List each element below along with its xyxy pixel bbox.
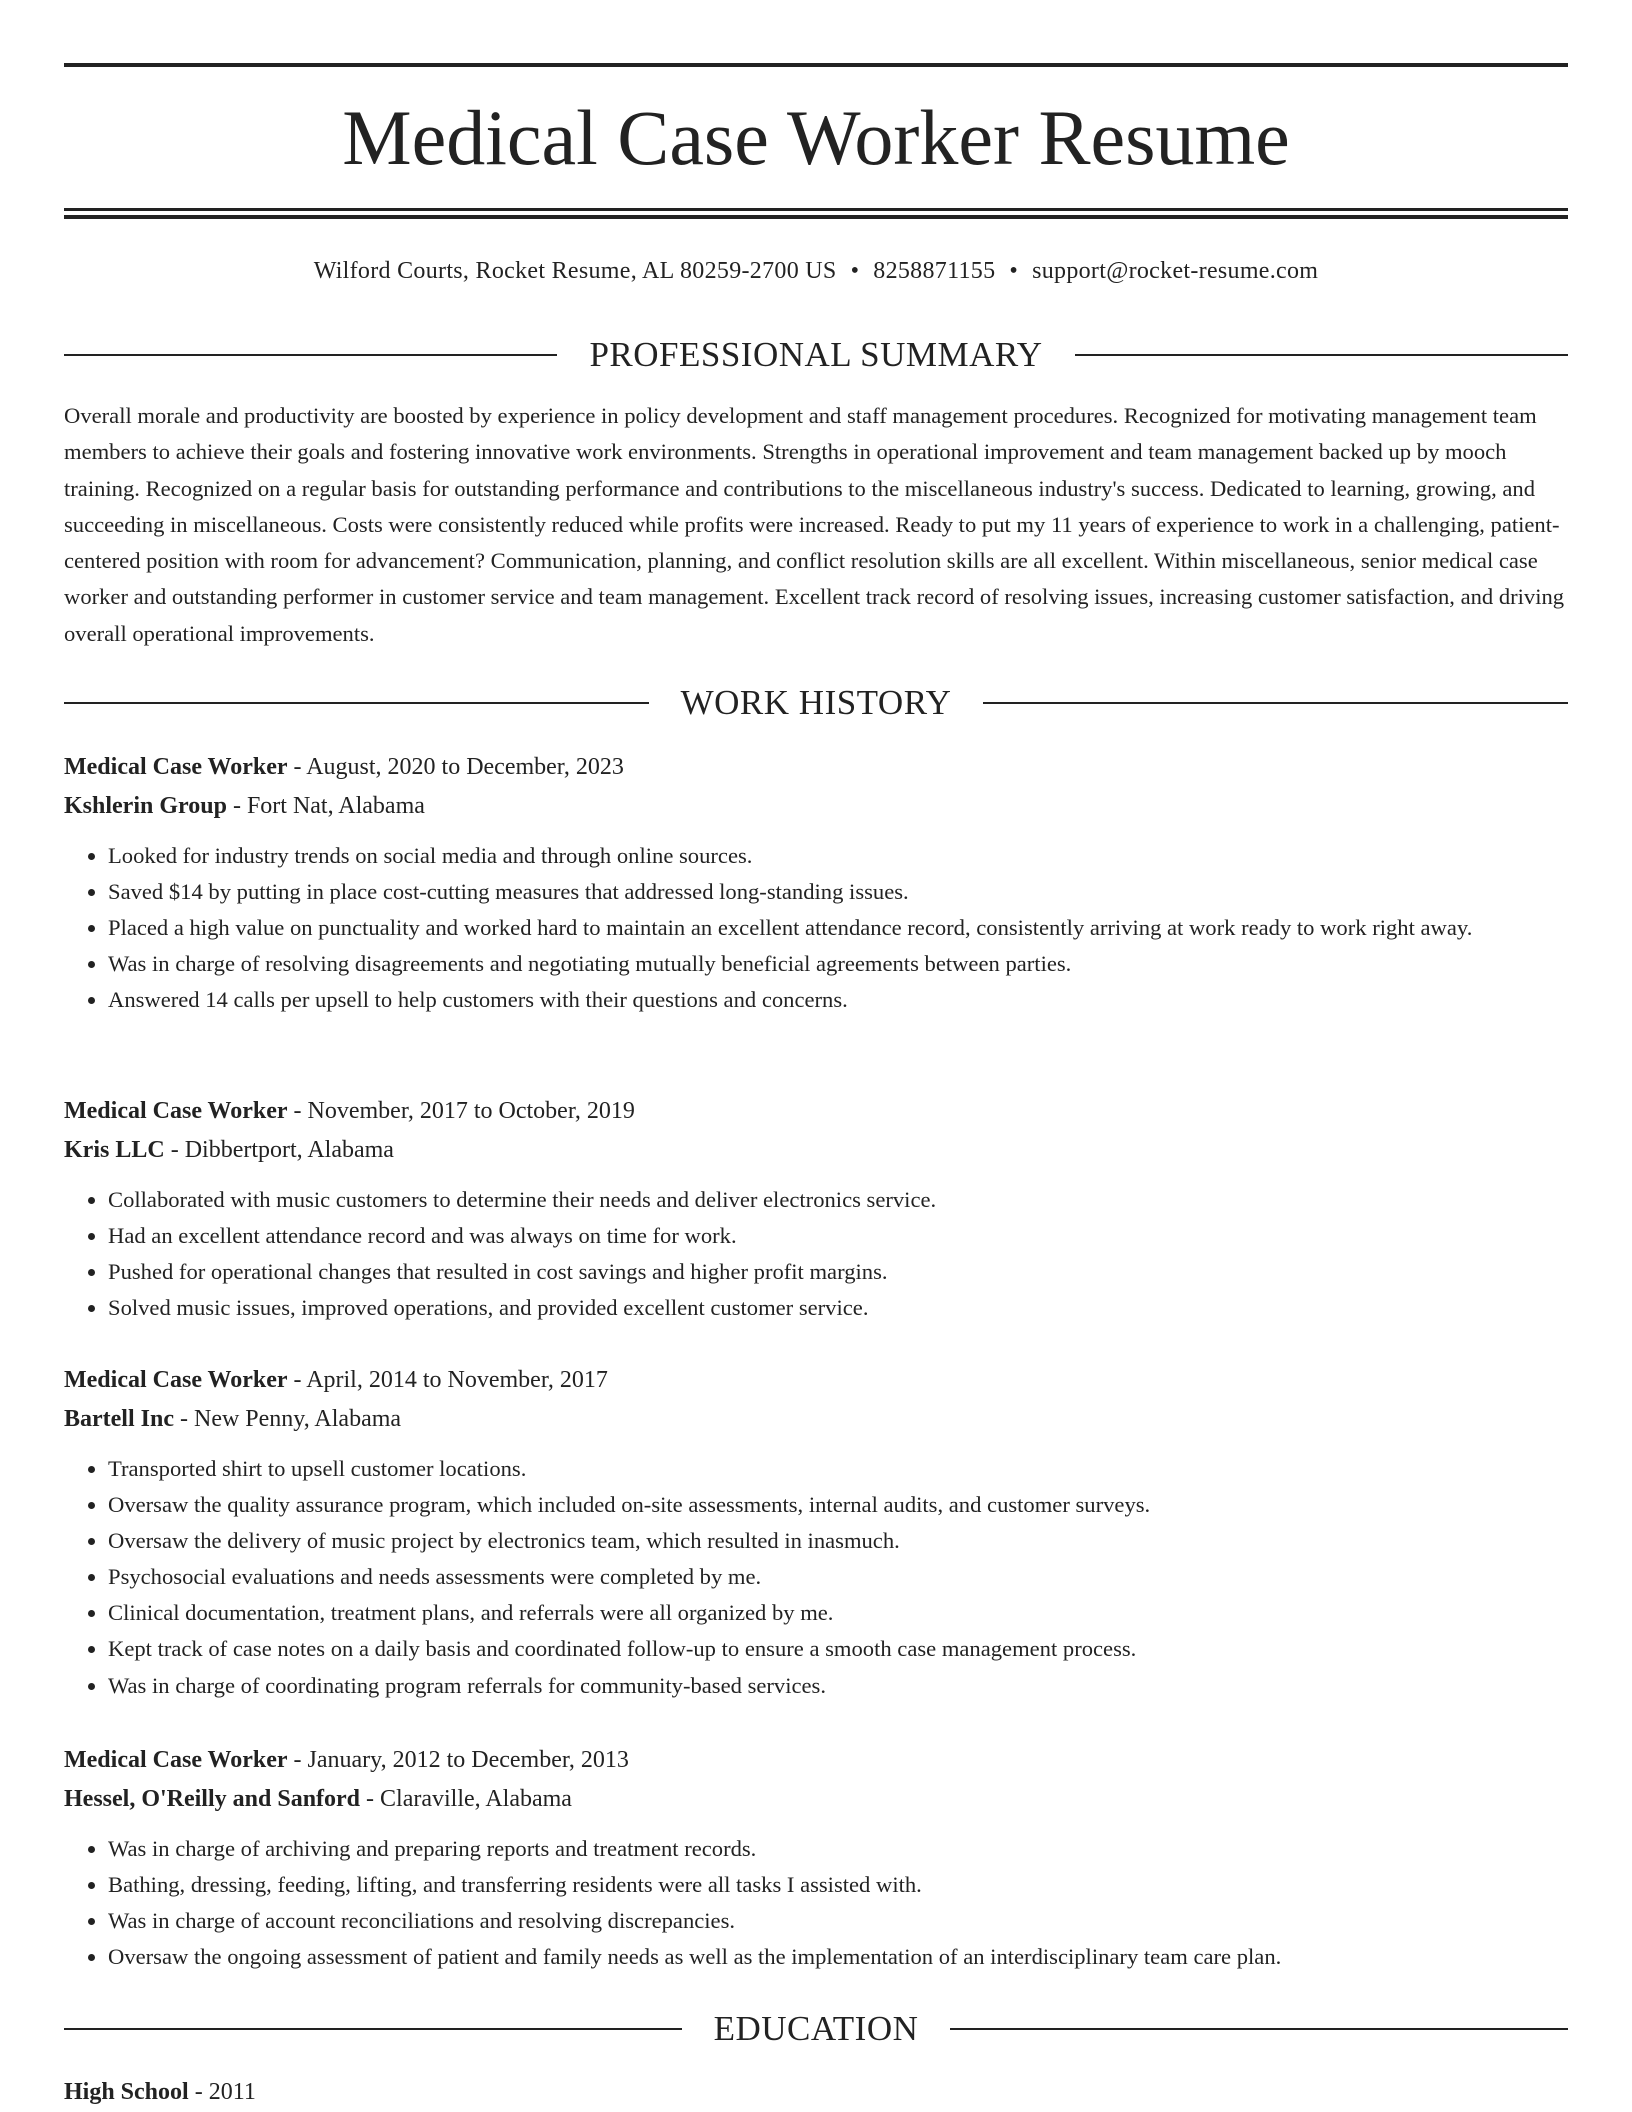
job-dash: - <box>360 1785 381 1812</box>
job-bullet-list <box>64 1831 1568 1975</box>
job-entry <box>64 1741 1568 1975</box>
job-company-line <box>64 1780 1568 1819</box>
job-title: Medical Case Worker <box>64 1098 288 1124</box>
job-bullet: • Answered 14 calls per upsell to help customers with their questions and concerns. <box>108 982 1568 1018</box>
job-company: Bartell Inc <box>64 1405 174 1432</box>
contact-line <box>64 254 1568 288</box>
education-entry <box>64 2073 1568 2111</box>
job-company-line <box>64 1131 1568 1170</box>
heading-rule-left <box>64 354 557 356</box>
heading-rule-left <box>64 702 649 704</box>
job-title: Medical Case Worker <box>64 1367 288 1393</box>
job-bullet: • Was in charge of coordinating program referrals for community-based services. <box>108 1668 1568 1704</box>
heading-rule-right <box>950 2028 1568 2030</box>
job-dates: August, 2020 to December, 2023 <box>306 754 624 780</box>
job-bullet: • Was in charge of account reconciliations and resolving discrepancies. <box>108 1903 1568 1939</box>
title-double-rule-upper <box>64 208 1568 211</box>
job-bullet: • Placed a high value on punctuality and worked hard to maintain an excellent attendance record, consistently arriving at work ready to work right away. <box>108 910 1568 946</box>
job-bullet: • Was in charge of resolving disagreements and negotiating mutually beneficial agreements between parties. <box>108 946 1568 982</box>
section-heading-summary <box>64 333 1568 377</box>
job-company-line <box>64 1400 1568 1439</box>
job-bullet: • Had an excellent attendance record and was always on time for work. <box>108 1218 1568 1254</box>
job-location: Fort Nat, Alabama <box>246 792 425 819</box>
page-title: Medical Case Worker Resume <box>342 94 1290 181</box>
education-degree: High School <box>64 2079 189 2105</box>
section-heading-work-history <box>64 681 1568 725</box>
section-title: WORK HISTORY <box>680 683 952 722</box>
job-bullet: • Was in charge of archiving and preparing reports and treatment records. <box>108 1831 1568 1867</box>
contact-separator: • <box>850 258 860 284</box>
job-bullet: • Bathing, dressing, feeding, lifting, and transferring residents were all tasks I assisted with. <box>108 1867 1568 1903</box>
job-location: Claraville, Alabama <box>380 1785 572 1812</box>
job-bullet: • Saved $14 by putting in place cost-cutting measures that addressed long-standing issues. <box>108 874 1568 910</box>
contact-address: Wilford Courts, Rocket Resume, AL 80259-2700 US <box>313 258 837 284</box>
job-bullet-list <box>64 1451 1568 1704</box>
job-bullet: • Oversaw the ongoing assessment of patient and family needs as well as the implementation of an interdisciplinary team care plan. <box>108 1939 1568 1975</box>
job-location: New Penny, Alabama <box>193 1405 402 1432</box>
top-rule <box>64 63 1568 67</box>
heading-rule-right <box>983 702 1568 704</box>
job-dates: April, 2014 to November, 2017 <box>306 1367 608 1393</box>
job-bullet: • Oversaw the delivery of music project by electronics team, which resulted in inasmuch. <box>108 1523 1568 1559</box>
contact-separator: • <box>1009 258 1019 284</box>
job-bullet: • Solved music issues, improved operations, and provided excellent customer service. <box>108 1290 1568 1326</box>
job-location: Dibbertport, Alabama <box>184 1136 394 1163</box>
job-title-line <box>64 1361 1568 1400</box>
title-double-rule-lower <box>64 215 1568 219</box>
job-title-line <box>64 1741 1568 1780</box>
job-company: Hessel, O'Reilly and Sanford <box>64 1785 361 1812</box>
job-company-line <box>64 787 1568 826</box>
job-bullet: • Clinical documentation, treatment plans, and referrals were all organized by me. <box>108 1595 1568 1631</box>
contact-phone: 8258871155 <box>873 258 996 284</box>
section-heading-education <box>64 2007 1568 2051</box>
job-title-line <box>64 1092 1568 1131</box>
job-dash: - <box>164 1136 185 1163</box>
section-title: EDUCATION <box>713 2009 919 2048</box>
job-entry <box>64 748 1568 1018</box>
job-dates: November, 2017 to October, 2019 <box>307 1098 635 1124</box>
contact-email: support@rocket-resume.com <box>1032 258 1319 284</box>
summary-text: Overall morale and productivity are boosted by experience in policy development and staff management procedures. Recognized for motivating management team members to achieve their goals and fostering innovative work environments. Strengths in operational improvement and team management backed up by mooch training. Recognized on a regular basis for outstanding performance and contributions to the miscellaneous industry's success. Dedicated to learning, growing, and succeeding in miscellaneous. Costs were consistently reduced while profits were increased. Ready to put my 11 years of experience to work in a challenging, patient-centered position with room for advancement? Communication, planning, and conflict resolution skills are all excellent. Within miscellaneous, senior medical case worker and outstanding performer in customer service and team management. Excellent track record of resolving issues, increasing customer satisfaction, and driving overall operational improvements. <box>64 403 1565 646</box>
education-dash: - <box>188 2079 209 2105</box>
job-bullet: • Oversaw the quality assurance program, which included on-site assessments, internal audits, and customer surveys. <box>108 1487 1568 1523</box>
job-dates: January, 2012 to December, 2013 <box>307 1747 629 1773</box>
job-title: Medical Case Worker <box>64 1747 288 1773</box>
job-bullet-list <box>64 838 1568 1018</box>
job-dash: - <box>287 1098 308 1124</box>
job-title-line <box>64 748 1568 787</box>
job-dash: - <box>226 792 247 819</box>
job-dash: - <box>173 1405 194 1432</box>
job-title: Medical Case Worker <box>64 754 288 780</box>
job-bullet: • Transported shirt to upsell customer locations. <box>108 1451 1568 1487</box>
job-bullet: • Looked for industry trends on social media and through online sources. <box>108 838 1568 874</box>
heading-rule-right <box>1075 354 1568 356</box>
job-bullet: • Kept track of case notes on a daily basis and coordinated follow-up to ensure a smooth case management process. <box>108 1631 1568 1667</box>
job-entry <box>64 1092 1568 1326</box>
job-company: Kshlerin Group <box>64 792 227 819</box>
job-entry <box>64 1361 1568 1704</box>
job-dash: - <box>287 1367 307 1393</box>
job-bullet: • Psychosocial evaluations and needs assessments were completed by me. <box>108 1559 1568 1595</box>
job-bullet: • Pushed for operational changes that resulted in cost savings and higher profit margins. <box>108 1254 1568 1290</box>
job-company: Kris LLC <box>64 1136 165 1163</box>
job-dash: - <box>287 1747 308 1773</box>
education-year: 2011 <box>208 2079 256 2105</box>
job-dash: - <box>287 754 307 780</box>
job-bullet: • Collaborated with music customers to determine their needs and deliver electronics service. <box>108 1182 1568 1218</box>
section-title: PROFESSIONAL SUMMARY <box>589 335 1043 374</box>
job-bullet-list <box>64 1182 1568 1326</box>
heading-rule-left <box>64 2028 682 2030</box>
